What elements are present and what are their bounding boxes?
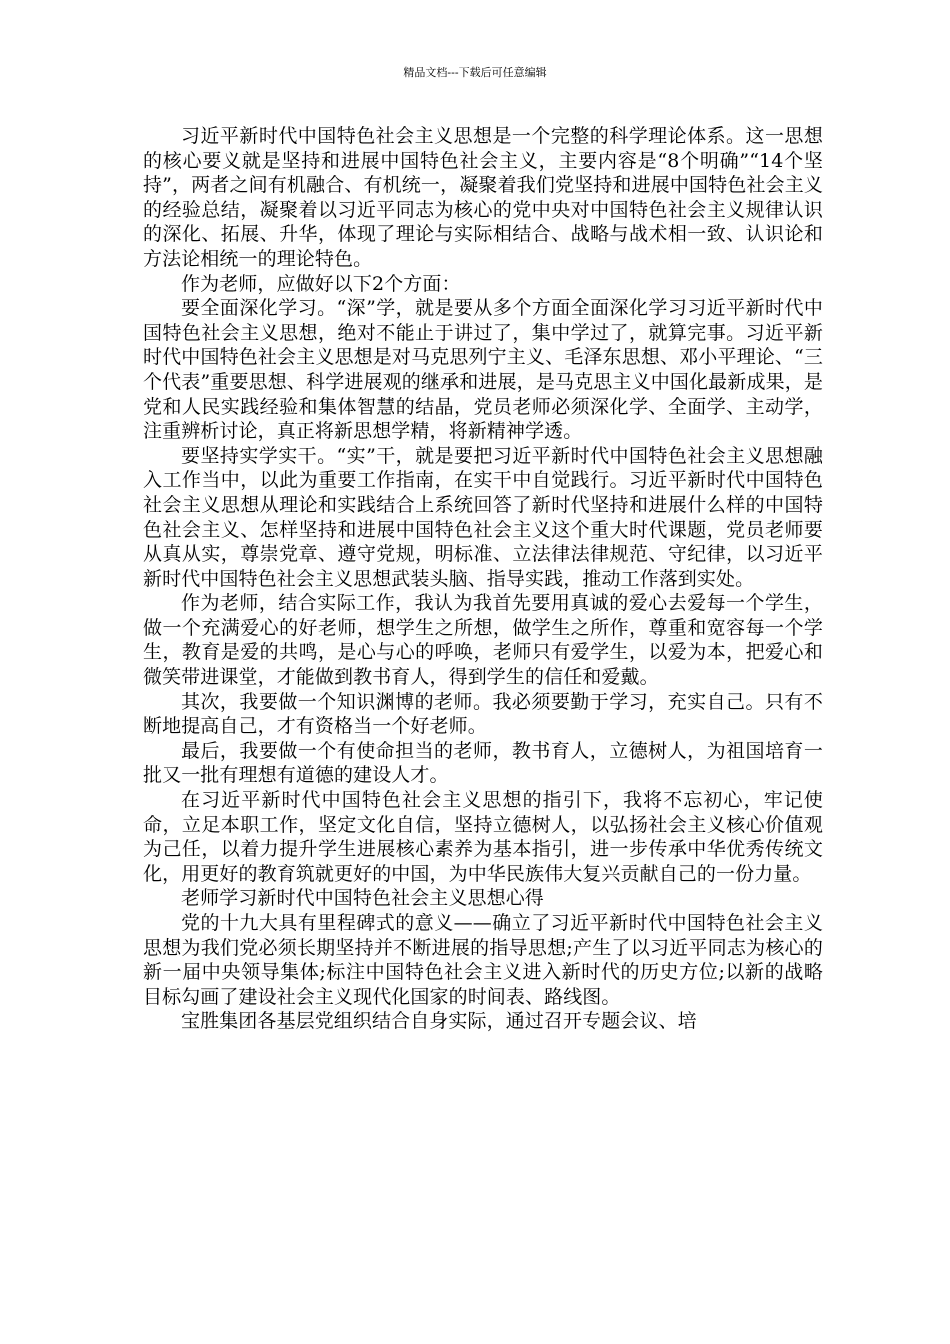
page-header: 精品文档---下载后可任意编辑	[403, 66, 547, 79]
paragraph-intro: 习近平新时代中国特色社会主义思想是一个完整的科学理论体系。这一思想的核心要义就是坚持和进展中国特色社会主义，主要内容是“8个明确”“14个坚持”，两者之间有机融合、有机统一，凝聚着我们党坚持和进展中国特色社会主义的经验总结，凝聚着以习近平同志为核心的党中央对中国特色社会主义规律认识的深化、拓展、升华，体现了理论与实际相结合、战略与战术相一致、认识论和方法论相统一的理论特色。	[143, 125, 823, 270]
paragraph-practice: 要坚持实学实干。“实”干，就是要把习近平新时代中国特色社会主义思想融入工作当中，以此为重要工作指南，在实干中自觉践行。习近平新时代中国特色社会主义思想从理论和实践结合上系统回答了新时代坚持和进展什么样的中国特色社会主义、怎样坚持和进展中国特色社会主义这个重大时代课题，党员老师要从真从实，尊崇党章、遵守党规，明标准、立法律法律规范、守纪律，以习近平新时代中国特色社会主义思想武装头脑、指导实践，推动工作落到实处。	[143, 444, 823, 590]
section-title: 老师学习新时代中国特色社会主义思想心得	[181, 887, 544, 910]
paragraph-congress: 党的十九大具有里程碑式的意义——确立了习近平新时代中国特色社会主义思想为我们党必须长期坚持并不断进展的指导思想;产生了以习近平同志为核心的新一届中央领导集体;标注中国特色社会主义进入新时代的历史方位;以新的战略目标勾画了建设社会主义现代化国家的时间表、路线图。	[143, 912, 823, 1008]
paragraph-mission: 最后，我要做一个有使命担当的老师，教书育人，立德树人，为祖国培育一批又一批有理想有道德的建设人才。	[143, 739, 823, 787]
paragraph-guidance: 在习近平新时代中国特色社会主义思想的指引下，我将不忘初心，牢记使命，立足本职工作，坚定文化自信，坚持立德树人，以弘扬社会主义核心价值观为己任，以着力提升学生进展核心素养为基本指引，进一步传承中华优秀传统文化，用更好的教育筑就更好的中国，为中华民族伟大复兴贡献自己的一份力量。	[143, 789, 823, 885]
paragraph-two-aspects: 作为老师，应做好以下2个方面：	[181, 272, 461, 295]
paragraph-deep-study: 要全面深化学习。“深”学，就是要从多个方面全面深化学习习近平新时代中国特色社会主义思想，绝对不能止于讲过了，集中学过了，就算完事。习近平新时代中国特色社会主义思想是对马克思列宁主义、毛泽东思想、邓小平理论、“三个代表”重要思想、科学进展观的继承和进展，是马克思主义中国化最新成果，是党和人民实践经验和集体智慧的结晶，党员老师必须深化学、全面学、主动学，注重辨析讨论，真正将新思想学精，将新精神学透。	[143, 297, 823, 443]
paragraph-baosheng: 宝胜集团各基层党组织结合自身实际，通过召开专题会议、培	[181, 1010, 697, 1033]
document-body	[143, 124, 823, 1034]
paragraph-knowledge: 其次，我要做一个知识渊博的老师。我必须要勤于学习，充实自己。只有不断地提高自己，才有资格当一个好老师。	[143, 690, 823, 738]
paragraph-love-students: 作为老师，结合实际工作，我认为我首先要用真诚的爱心去爱每一个学生，做一个充满爱心的好老师，想学生之所想，做学生之所作，尊重和宽容每一个学生，教育是爱的共鸣，是心与心的呼唤，老师只有爱学生，以爱为本，把爱心和微笑带进课堂，才能做到教书育人，得到学生的信任和爱戴。	[143, 592, 823, 689]
